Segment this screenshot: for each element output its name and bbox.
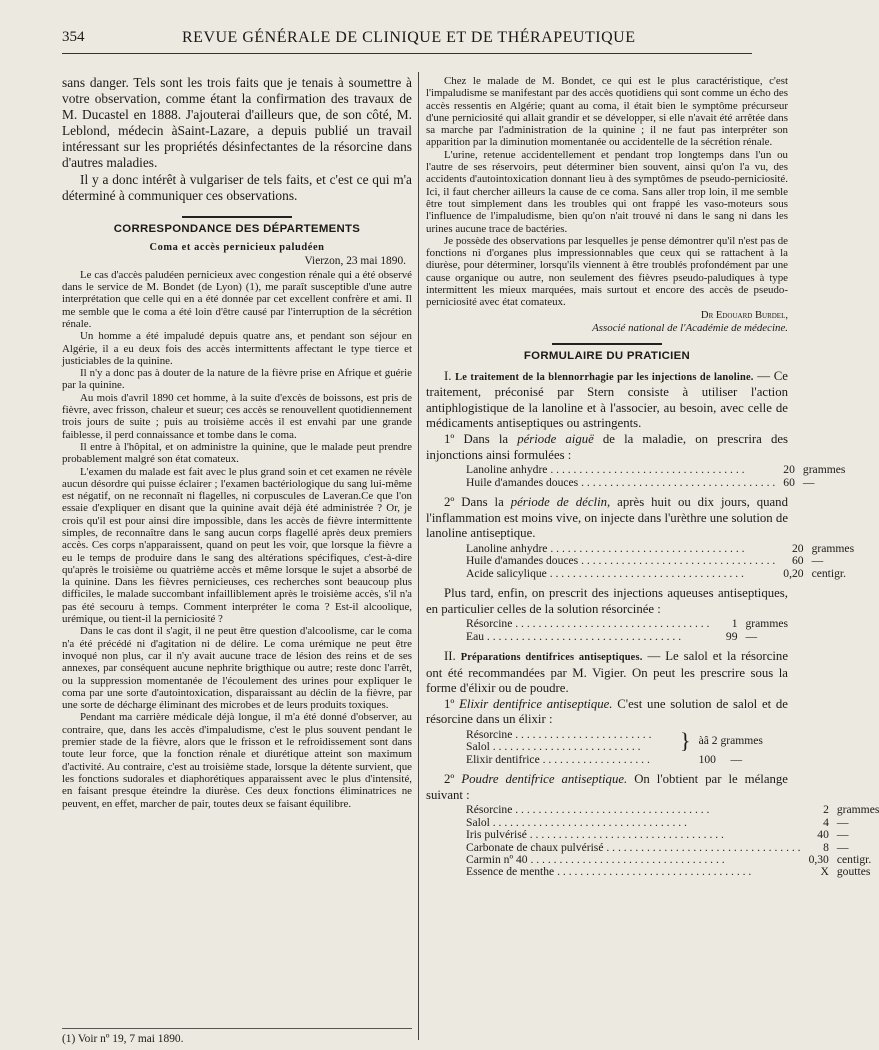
running-header — [62, 29, 752, 54]
ingredient-unit: grammes — [802, 463, 846, 477]
ingredient-unit: — — [745, 629, 758, 643]
right-column — [426, 75, 879, 1045]
ingredient-row — [466, 568, 854, 580]
formulary-item-heading: I. Le traitement de la blennorrhagie par les injections de lanoline. — Ce traitement, préconisé par Stern consiste à utiliser l'action antiphlogistique de la lanoline et à l'associer, au besoin, avec celle de médicaments antiseptiques ou astringents. — [426, 368, 788, 431]
ingredient-quantity: 8 — [823, 840, 829, 854]
ingredient-unit: gouttes — [836, 865, 871, 879]
ingredient-name: Carbonate de chaux pulvérisé . . . . . . . . . . . . . . . . . . . . . . . . . . . . . . . . . . — [466, 840, 801, 854]
ingredient-name: Acide salicylique . . . . . . . . . . . . . . . . . . . . . . . . . . . . . . . . . . — [466, 566, 744, 580]
ingredient-quantity: àâ 2 grammes — [698, 734, 763, 748]
paragraph: Le cas d'accès paludéen pernicieux avec congestion rénale qui a été observé dans le service de M. Bondet (de Lyon) (1), me paraît susceptible d'une autre interprétation que celle qui en a été donnée par cet excellent confrère et ami. Il me semble que le coma a été loin d'être causé par l'interruption de la sécrétion rénale. — [62, 268, 412, 330]
ingredient-quantity: 20 — [792, 541, 804, 555]
ingredient-unit: grammes — [811, 541, 855, 555]
item-number: I. — [444, 368, 452, 383]
brace: } — [680, 728, 691, 754]
ingredient-name: Salol . . . . . . . . . . . . . . . . . . . . . . . . . . — [466, 740, 641, 754]
section-rule — [552, 343, 662, 345]
paragraph: Il entre à l'hôpital, et on administre la quinine, que le malade peut prendre probablement malgré son état comateux. — [62, 440, 412, 466]
ingredient-name: Résorcine . . . . . . . . . . . . . . . . . . . . . . . . . . . . . . . . . . — [466, 617, 710, 631]
ingredient-name: Elixir dentifrice . . . . . . . . . . . . . . . . . . . — [466, 752, 650, 766]
ingredient-unit: — — [802, 475, 815, 489]
paragraph: Au mois d'avril 1890 cet homme, à la suite d'excès de boissons, est pris de fièvre, avec frisson, chaleur et sueur; ces accès se renouvellent quotidiennement trois jours de suite ; puis au troisième accès il est envahi par une grande faiblesse, il perd connaissance et tombe dans le coma. — [62, 391, 412, 441]
ingredient-quantity: 20 — [783, 463, 795, 477]
ingredient-name: Résorcine . . . . . . . . . . . . . . . . . . . . . . . . . . . . . . . . . . — [466, 803, 710, 817]
left-column — [62, 75, 412, 1045]
paragraph: Chez le malade de M. Bondet, ce qui est le plus caractéristique, c'est l'impaludisme se manifestant par des accès quotidiens qui sont comme un écho des accès ressentis en Algérie; quant au coma, il était bien le symptôme précurseur d'une perniciosité qui allait grandir et se développer, si elle n'avait été arrêtée dans sa marche par l'administration de la quinine ; il ne faut pas interpréter son apparition par la diminution momentanée ou accidentelle de la sécrétion rénale. — [426, 75, 788, 149]
paragraph: sans danger. Tels sont les trois faits que je tenais à soumettre à votre observation, comme étant la confirmation des travaux de M. Ducastel en 1888. J'ajouterai d'ailleurs que, de son côté, M. Leblond, médecin àSaint-Lazare, a depuis publié un travail intéressant sur les propriétés désinfectantes de la résorcine dans d'autres maladies. — [62, 75, 412, 171]
paragraph: Plus tard, enfin, on prescrit des injections aqueuses antiseptiques, en particulier celles de la solution résorcinée : — [426, 586, 788, 616]
article-subtitle: Coma et accès pernicieux paludéen — [149, 241, 325, 253]
ingredient-unit: — — [836, 815, 849, 829]
prescription-table — [466, 543, 854, 580]
prescription-table — [466, 464, 845, 489]
paragraph: 1º Dans la période aiguë de la maladie, on prescrira des injonctions ainsi formulées : — [426, 432, 788, 462]
paragraph: L'examen du malade est fait avec le plus grand soin et cet examen ne révèle aucun désordre qui puisse éclairer ; l'examen bactériologique du sang lui-même est négatif, on ne reconnaît ni flagelles, ni corpuscules de Laveran.Ce que l'on essaie d'expliquer en disant que la quinine avait déjà été administrée ? Or, je crois qu'il est pour ainsi dire impossible, dans les accès de fièvre intermittente simples, de reconnaître dans le sang aucun corps flagellé après deux premiers accès. Ces corps n'apparaissent, quand on peut les voir, que lorsque la fièvre a eu le temps de produire dans le sang des altérations spécifiques, c'est-à-dire qu'après le troisième ou quatrième accès et même lorsque le sujet a absorbé de la quinine. Dans les fièvres pernicieuses, ces recherches sont beaucoup plus difficiles, le malade succombant infailliblement après le troisième accès, s'il n'a pas été secouru à temps. Comment interpréter le coma ? Est-il alcoolique, urémique, ou tient-il la perniciosité ? — [62, 465, 412, 626]
paragraph: 1º Elixir dentifrice antiseptique. C'est une solution de salol et de résorcine dans un élixir : — [426, 696, 788, 727]
ingredient-unit: centigr. — [811, 566, 847, 580]
ingredient-unit: — — [836, 828, 849, 842]
ingredient-name: Salol . . . . . . . . . . . . . . . . . . . . . . . . . . . . . . . . . . — [466, 815, 687, 829]
ingredient-quantity: 2 — [823, 803, 829, 817]
prescription-table-elixir — [466, 729, 763, 766]
section-rule — [182, 216, 292, 218]
prescription-table — [466, 804, 879, 878]
ingredient-unit: grammes — [745, 617, 788, 631]
paragraph: Il n'y a donc pas à douter de la nature de la fièvre prise en Afrique et guérie par la quinine. — [62, 367, 412, 392]
ingredient-name: Carmin nº 40 . . . . . . . . . . . . . . . . . . . . . . . . . . . . . . . . . . — [466, 853, 725, 867]
ingredient-unit: — — [811, 554, 824, 568]
paragraph: Il y a donc intérêt à vulgariser de tels faits, et c'est ce qui m'a déterminé à communiquer ces observations. — [62, 171, 412, 203]
ingredient-unit: grammes — [836, 803, 879, 817]
ingredient-name: Essence de menthe . . . . . . . . . . . . . . . . . . . . . . . . . . . . . . . . . . — [466, 865, 752, 879]
ingredient-row — [466, 866, 879, 878]
author-affiliation: Associé national de l'Académie de médecine. — [592, 321, 788, 334]
paragraph: Un homme a été impaludé depuis quatre ans, et pendant son séjour en Algérie, il a eu deux fois des accès intermittents affectant le type tierce et justiciables de la quinine. — [62, 330, 412, 367]
page-number: 354 — [62, 29, 85, 45]
ingredient-quantity: 4 — [823, 815, 829, 829]
journal-title: REVUE GÉNÉRALE DE CLINIQUE ET DE THÉRAPEUTIQUE — [182, 29, 636, 46]
prescription-table — [466, 618, 788, 643]
ingredient-name: Résorcine . . . . . . . . . . . . . . . . . . . . . . . . — [466, 727, 652, 741]
ingredient-row — [466, 631, 788, 643]
ingredient-unit: — — [836, 840, 849, 854]
ingredient-quantity: 0,20 — [783, 566, 804, 580]
ingredient-name: Huile d'amandes douces . . . . . . . . . . . . . . . . . . . . . . . . . . . . . . . . . . — [466, 554, 776, 568]
ingredient-quantity: 0,30 — [808, 853, 829, 867]
column-divider — [418, 72, 419, 1040]
ingredient-quantity: 99 — [725, 629, 738, 643]
paragraph: 2º Dans la période de déclin, après huit ou dix jours, quand l'inflammation est moins vive, on injecte dans l'urèthre une solution de lanoline antiseptique. — [426, 495, 788, 541]
ingredient-quantity: 60 — [792, 554, 804, 568]
ingredient-row — [466, 618, 788, 630]
ingredient-name: Lanoline anhydre . . . . . . . . . . . . . . . . . . . . . . . . . . . . . . . . . . — [466, 463, 745, 477]
ingredient-quantity: X — [820, 865, 829, 879]
item-number: II. — [444, 649, 456, 664]
paragraph: L'urine, retenue accidentellement et pendant trop longtemps dans l'un ou l'autre de ses réservoirs, peut déterminer bien souvent, ainsi qu'on l'a vu, des accidents d'autointoxication donnant lieu à des symptômes de pseudo-perniciosité. Ici, il faut chercher ailleurs la cause de ce coma. Sans aller trop loin, il me semble être tout simplement dans les troubles qui ont frappé les vaso-moteurs sous l'influence de l'impaludisme, bien qu'on n'ait trouvé ni dans le sang ni dans les urines aucune trace de bactéries. — [426, 148, 788, 235]
paragraph: Dans le cas dont il s'agit, il ne peut être question d'alcoolisme, car le coma n'a été précédé ni d'agitation ni de délire. Le coma urémique ne peut être invoqué non plus, car il n'y avait aucune trace de lésion des reins et de ses annexes, par conséquent aucune nephrite brigthique ou autre; reste donc l'arrêt, ou la suppression momentanée de l'écoulement des urines pour expliquer le coma par une sorte d'autointoxication, disparaissant au déclin de la fièvre, par une sorte de décharge éliminant des microbes et de leurs produits toxiques. — [62, 625, 412, 712]
section-title: FORMULAIRE DU PRATICIEN — [523, 349, 691, 362]
dateline: Vierzon, 23 mai 1890. — [304, 254, 406, 267]
ingredient-quantity: 40 — [817, 828, 829, 842]
ingredient-quantity: 100 — — [698, 752, 743, 766]
footnote: (1) Voir nº 19, 7 mai 1890. — [62, 1028, 412, 1045]
item-title: Préparations dentifrices antiseptiques. — [460, 652, 643, 664]
ingredient-name: Eau . . . . . . . . . . . . . . . . . . . . . . . . . . . . . . . . . . — [466, 629, 682, 643]
author-signature: Dr Edouard Burdel, — [700, 309, 788, 321]
paragraph: Je possède des observations par lesquelles je pense démontrer qu'il n'est pas de fonctions ni d'organes plus impressionnables que ceux qui se rattachent à la diurèse, pour déterminer, lorsqu'ils viennent à être troublés profondément par une cause organique ou autre, non seulement des fièvres pseudo-paludiques à type intermittent les mieux marquées, mais surtout et encore des accès de pseudo-perniciosité avec état comateux. — [426, 234, 788, 309]
paragraph: Pendant ma carrière médicale déjà longue, il m'a été donné d'observer, au contraire, que, dans les accès d'impaludisme, c'est le plus souvent pendant le premier stade de la fièvre, alors que le frisson et le refroidissement sont dans toute leur force, que la fonction rénale et diurétique atteint son maximum d'activité. Au contraire, c'est au troisième stade, lorsque la détente survient, que les fonctions sudorales et diaphorétiques apparaissent avec le plus d'intensité, en faisant presque éteindre la diurèse. Ces deux fonctions éliminatrices ne peuvent, en effet, marcher de pair, toutes deux se faisant équilibre. — [62, 711, 412, 810]
ingredient-row — [466, 477, 845, 489]
ingredient-row — [466, 804, 879, 816]
paragraph: 2º Poudre dentifrice antiseptique. On l'obtient par le mélange suivant : — [426, 772, 788, 802]
ingredient-name: Lanoline anhydre . . . . . . . . . . . . . . . . . . . . . . . . . . . . . . . . . . — [466, 541, 745, 555]
section-title: CORRESPONDANCE DES DÉPARTEMENTS — [113, 222, 361, 235]
item-title: Le traitement de la blennorrhagie par les injections de lanoline. — [455, 371, 754, 383]
ingredient-name: Iris pulvérisé . . . . . . . . . . . . . . . . . . . . . . . . . . . . . . . . . . — [466, 828, 724, 842]
ingredient-unit: centigr. — [836, 853, 872, 867]
ingredient-name: Huile d'amandes douces . . . . . . . . . . . . . . . . . . . . . . . . . . . . . . . . . . — [466, 475, 776, 489]
ingredient-quantity: 1 — [731, 617, 738, 631]
formulary-item-heading: II. Préparations dentifrices antiseptiques. — Le salol et la résorcine ont été recommandées par M. Vigier. On peut les prescrire sous la forme d'élixir ou de poudre. — [426, 649, 789, 696]
ingredient-quantity: 60 — [783, 475, 795, 489]
